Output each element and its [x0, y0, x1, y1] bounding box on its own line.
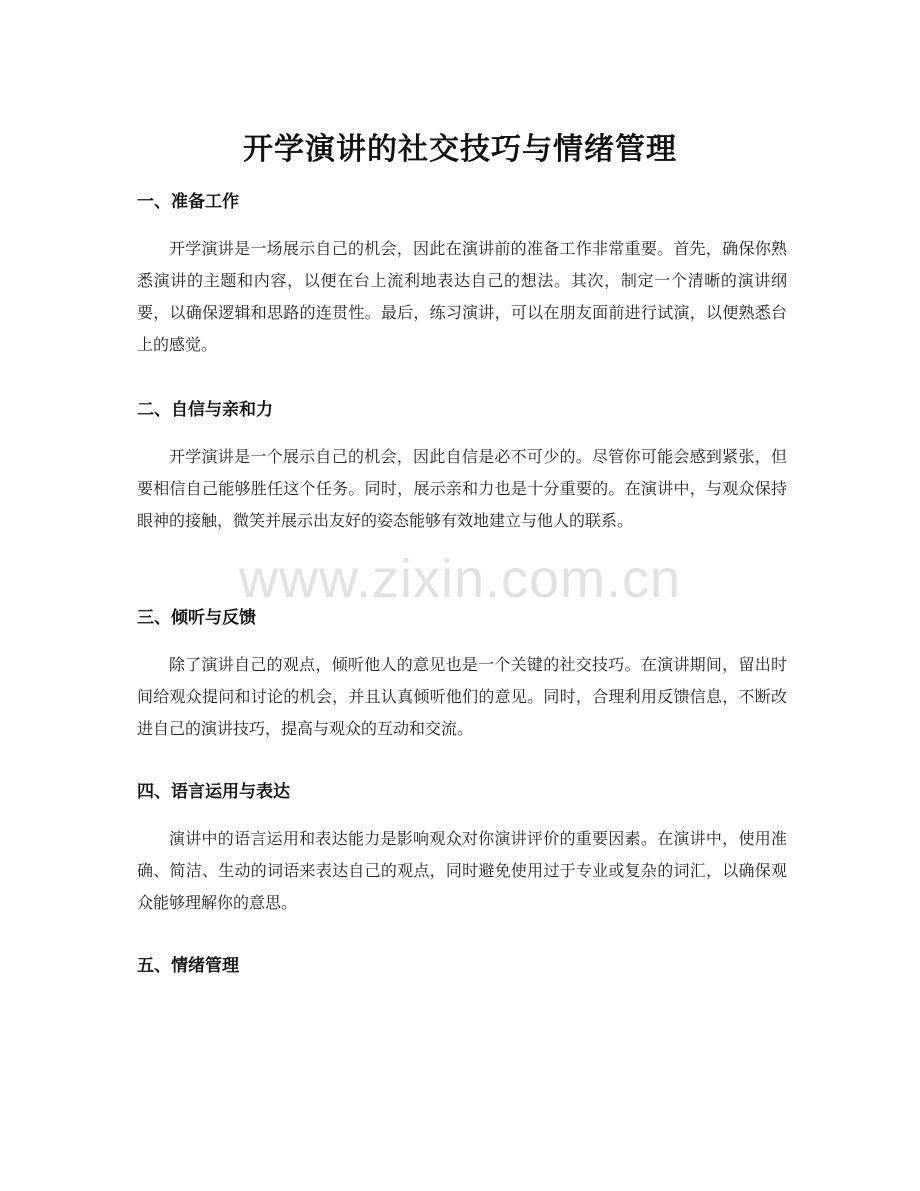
section-heading: 五、情绪管理	[137, 956, 239, 976]
section-heading: 一、准备工作	[137, 192, 239, 212]
section-heading: 三、倾听与反馈	[137, 608, 256, 628]
section-listening	[137, 606, 787, 745]
section-paragraph: 开学演讲是一个展示自己的机会，因此自信是必不可少的。尽管你可能会感到紧张，但要相信自己能够胜任这个任务。同时，展示亲和力也是十分重要的。在演讲中，与观众保持眼神的接触，微笑并展示出友好的姿态能够有效地建立与他人的联系。	[137, 447, 787, 530]
section-preparation	[137, 190, 787, 361]
section-language	[137, 780, 787, 919]
watermark: www.zixin.com.cn	[238, 549, 682, 609]
section-paragraph: 开学演讲是一场展示自己的机会，因此在演讲前的准备工作非常重要。首先，确保你熟悉演讲的主题和内容，以便在台上流利地表达自己的想法。其次，制定一个清晰的演讲纲要，以确保逻辑和思路的连贯性。最后，练习演讲，可以在朋友面前进行试演，以便熟悉台上的感觉。	[137, 239, 787, 354]
page-title: 开学演讲的社交技巧与情绪管理	[243, 132, 677, 168]
section-emotion	[137, 954, 787, 978]
section-confidence	[137, 398, 787, 537]
section-heading: 二、自信与亲和力	[137, 400, 273, 420]
section-paragraph: 演讲中的语言运用和表达能力是影响观众对你演讲评价的重要因素。在演讲中，使用准确、简洁、生动的词语来表达自己的观点，同时避免使用过于专业或复杂的词汇，以确保观众能够理解你的意思。	[137, 829, 787, 912]
section-paragraph: 除了演讲自己的观点，倾听他人的意见也是一个关键的社交技巧。在演讲期间，留出时间给观众提问和讨论的机会，并且认真倾听他们的意见。同时，合理利用反馈信息，不断改进自己的演讲技巧，提高与观众的互动和交流。	[137, 655, 787, 738]
section-heading: 四、语言运用与表达	[137, 782, 290, 802]
